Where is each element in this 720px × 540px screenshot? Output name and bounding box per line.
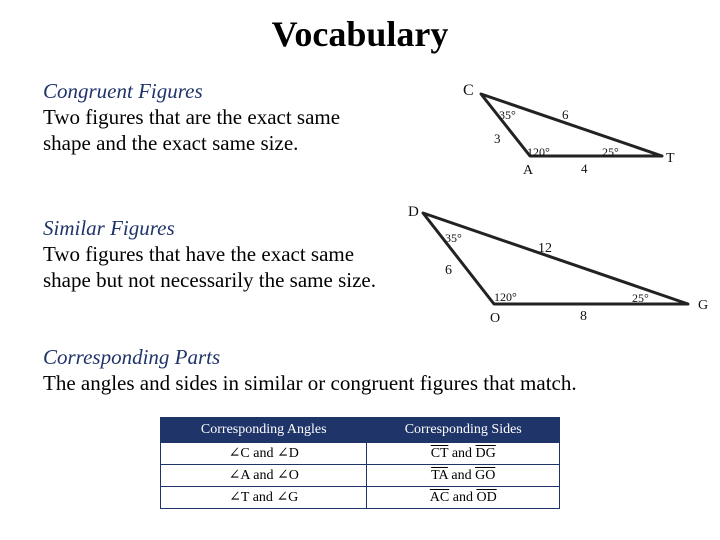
similar-figures-heading: Similar Figures <box>43 216 175 240</box>
triangle-cat-shape <box>481 94 662 156</box>
similar-figures-section <box>43 215 376 293</box>
table-header-row <box>161 418 560 443</box>
congruent-figures-line-2: shape and the exact same size. <box>43 131 299 155</box>
side-ca-label: 3 <box>494 131 501 146</box>
table-row <box>161 443 560 465</box>
page-title: Vocabulary <box>271 14 449 54</box>
angle-symbol-icon: ∠ <box>228 446 241 461</box>
angle-symbol-icon: ∠ <box>229 490 241 505</box>
corresponding-parts-heading: Corresponding Parts <box>43 345 221 369</box>
side-pair-cell: $\overline{CT}$ and $\overline{DG}$ <box>367 443 560 465</box>
side-og-label: 8 <box>580 309 587 324</box>
congruent-figures-section <box>43 78 340 156</box>
corresponding-parts-line-1: The angles and sides in similar or congruent figures that match. <box>43 371 577 395</box>
angle-symbol-icon: ∠ <box>276 446 289 461</box>
vertex-c-label: C <box>463 82 474 99</box>
vertex-o-label: O <box>490 311 501 326</box>
vertex-g-label: G <box>698 298 709 313</box>
similar-figures-line-1: Two figures that have the exact same <box>43 242 355 266</box>
similar-figures-line-2: shape but not necessarily the same size. <box>43 268 376 292</box>
angle-pair-cell: ∠A and ∠O <box>161 465 367 487</box>
side-pair-cell: $\overline{AC}$ and $\overline{OD}$ <box>367 487 560 509</box>
angle-symbol-icon: ∠ <box>228 468 241 483</box>
angle-symbol-icon: ∠ <box>276 468 289 483</box>
table-row <box>161 487 560 509</box>
corresponding-parts-table <box>160 417 560 509</box>
angle-pair-cell: ∠T and ∠G <box>161 487 367 509</box>
table-row <box>161 465 560 487</box>
angle-o-label: 120° <box>494 290 517 304</box>
angle-t-label: 25° <box>602 145 619 159</box>
congruent-figures-line-1: Two figures that are the exact same <box>43 105 341 129</box>
header-corresponding-sides: Corresponding Sides <box>367 418 560 443</box>
angle-a-label: 120° <box>527 145 550 159</box>
header-corresponding-angles: Corresponding Angles <box>161 418 367 443</box>
vertex-d-label: D <box>408 204 419 220</box>
triangle-dog-diagram <box>400 200 715 325</box>
angle-symbol-icon: ∠ <box>276 490 289 505</box>
side-do-label: 6 <box>445 263 452 278</box>
corresponding-parts-section <box>43 344 577 396</box>
angle-d-label: 35° <box>445 231 462 245</box>
vertex-a-label: A <box>523 163 534 178</box>
side-dg-label: 12 <box>538 241 552 256</box>
vertex-t-label: T <box>666 151 675 166</box>
side-ct-label: 6 <box>562 107 569 122</box>
congruent-figures-heading: Congruent Figures <box>43 79 203 103</box>
triangle-cat-diagram <box>455 78 685 178</box>
angle-g-label: 25° <box>632 291 649 305</box>
side-pair-cell: $\overline{TA}$ and $\overline{GO}$ <box>367 465 560 487</box>
side-at-label: 4 <box>581 161 588 176</box>
angle-c-label: 35° <box>499 108 516 122</box>
angle-pair-cell: ∠C and ∠D <box>161 443 367 465</box>
